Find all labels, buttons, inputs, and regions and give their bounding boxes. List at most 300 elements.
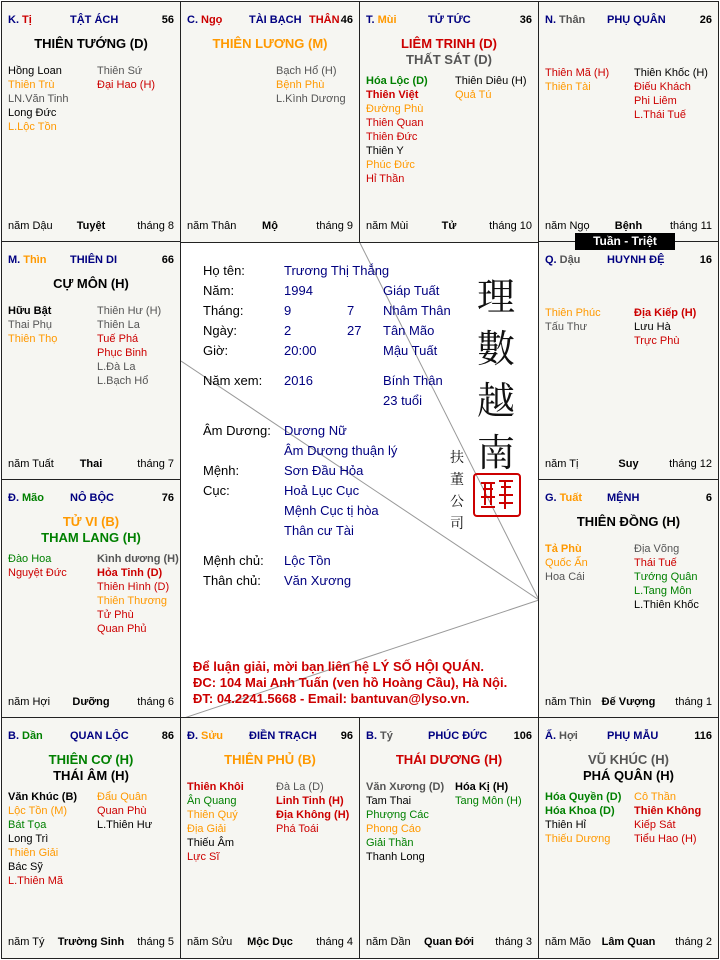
minor-star: Phá Toái — [276, 823, 319, 835]
amduong-label: Âm Dương: — [203, 423, 271, 438]
day-can: Tân Mão — [383, 323, 435, 338]
palace-stem-branch — [366, 730, 393, 742]
minor-star: Hỏa Tinh (D) — [97, 567, 163, 579]
month-marker: tháng 4 — [316, 936, 353, 948]
palace-footer — [187, 220, 353, 234]
major-star: THẤT SÁT (D) — [406, 52, 492, 67]
minor-stars-left — [366, 74, 428, 186]
minor-star: Thiên Việt — [366, 89, 419, 101]
minor-star: Tam Thai — [366, 795, 412, 807]
earthly-branch: Dậu — [559, 254, 581, 266]
year-value: 1994 — [284, 283, 313, 298]
age-value: 23 tuổi — [383, 393, 423, 408]
minor-star: Địa Võng — [634, 543, 680, 555]
calligraphy-small-char: 董 — [450, 472, 464, 488]
minor-star: L.Lộc Tồn — [8, 121, 57, 133]
year-can: Giáp Tuất — [383, 283, 440, 298]
palace-cell-hoi[interactable] — [538, 717, 719, 959]
minor-stars-right — [97, 304, 161, 388]
earthly-branch: Tuất — [559, 492, 583, 504]
month-marker: tháng 7 — [137, 458, 174, 470]
palace-header — [8, 14, 174, 30]
palace-footer — [8, 458, 174, 472]
life-stage: Quan Đới — [424, 936, 474, 948]
earthly-branch: Mão — [22, 492, 44, 504]
minor-stars-left — [545, 66, 609, 94]
earthly-branch: Thân — [559, 14, 586, 26]
minor-stars-right — [97, 790, 152, 832]
minor-star: Thiên La — [97, 319, 140, 331]
palace-footer — [8, 220, 174, 234]
minor-star: LN.Văn Tinh — [8, 93, 69, 105]
cuc-value: Hoả Lục Cục — [284, 483, 360, 498]
minor-star: Thiên Thọ — [8, 333, 58, 345]
minor-star: Thiên Tài — [545, 81, 591, 93]
palace-cell-mui[interactable] — [359, 1, 539, 243]
year-marker: năm Tuất — [8, 458, 54, 470]
minor-star: Hóa Khoa (D) — [545, 805, 615, 817]
year-marker: năm Hợi — [8, 696, 51, 708]
year-label: Năm: — [203, 283, 235, 298]
minor-star: Thái Tuế — [634, 557, 677, 569]
earthly-branch: Sửu — [201, 730, 224, 742]
minor-star: Thiên Trù — [8, 79, 55, 91]
life-stage: Tuyệt — [76, 220, 106, 232]
minor-star: Linh Tinh (H) — [276, 795, 344, 807]
amduong-relation: Âm Dương thuận lý — [284, 443, 398, 458]
minor-star: Kình dương (H) — [97, 553, 179, 565]
minor-star: L.Tang Môn — [634, 585, 692, 597]
palace-header — [8, 254, 174, 270]
palace-name: TẬT ÁCH — [70, 14, 119, 26]
minor-star: Long Trì — [8, 833, 49, 845]
year-marker: năm Sửu — [187, 936, 233, 948]
palace-name: PHỤ QUÂN — [607, 14, 666, 26]
hour-label: Giờ: — [203, 343, 229, 358]
heavenly-stem: G. — [545, 492, 557, 504]
palace-footer — [8, 696, 174, 710]
palace-stem-branch — [545, 14, 585, 26]
major-star: VŨ KHÚC (H) — [588, 752, 669, 767]
view-year-can: Bính Thân — [383, 373, 443, 388]
life-stage: Suy — [618, 458, 639, 470]
minor-star: L.Bạch Hổ — [97, 375, 149, 387]
minor-star: Thai Phụ — [8, 319, 53, 331]
minor-star: Thiên Mã (H) — [545, 67, 610, 79]
major-star: THÁI DƯƠNG (H) — [395, 752, 503, 767]
palace-name: NÔ BỘC — [70, 492, 114, 504]
year-marker: năm Ngọ — [545, 220, 590, 232]
minor-stars-left — [8, 304, 57, 346]
life-stage: Bệnh — [614, 220, 643, 232]
palace-age: 106 — [513, 730, 532, 742]
palace-cell-suu[interactable] — [180, 717, 360, 959]
minor-stars-right — [276, 780, 349, 836]
minor-star: Quan Phủ — [97, 623, 147, 635]
month-marker: tháng 9 — [316, 220, 353, 232]
minor-star: Quả Tú — [455, 89, 492, 101]
month-marker: tháng 6 — [137, 696, 174, 708]
center-info-panel — [181, 241, 539, 719]
palace-age: 86 — [161, 730, 174, 742]
day-lunar: 27 — [347, 323, 362, 338]
minor-star: Bạch Hổ (H) — [276, 65, 337, 77]
minor-stars-left — [8, 552, 67, 580]
thanchu-value: Văn Xương — [284, 573, 352, 588]
life-stage: Mộc Dục — [247, 936, 293, 948]
major-star: CỰ MÔN (H) — [53, 276, 129, 291]
palace-age: 76 — [161, 492, 174, 504]
minor-star: Hỉ Thần — [366, 173, 405, 185]
minor-star: Thiên Phúc — [545, 307, 601, 319]
palace-cell-mao[interactable] — [1, 479, 181, 719]
month-marker: tháng 3 — [495, 936, 532, 948]
minor-stars-right — [634, 542, 699, 612]
heavenly-stem: N. — [545, 14, 556, 26]
heavenly-stem: C. — [187, 14, 198, 26]
palace-age: 96 — [340, 730, 353, 742]
palace-header — [187, 730, 353, 746]
view-year-value: 2016 — [284, 373, 313, 388]
palace-footer — [366, 220, 532, 234]
minor-stars-left — [545, 306, 601, 334]
minor-stars-right — [634, 306, 696, 348]
minor-star: Lộc Tồn (M) — [8, 805, 68, 817]
heavenly-stem: Ấ. — [545, 730, 556, 742]
minor-star: Thiên Sứ — [97, 65, 143, 77]
palace-stem-branch — [8, 730, 43, 742]
major-star: THIÊN CƠ (H) — [48, 752, 134, 767]
palace-cell-ty[interactable] — [359, 717, 539, 959]
major-star: THIÊN ĐỒNG (H) — [576, 514, 681, 529]
month-marker: tháng 2 — [675, 936, 712, 948]
palace-age: 56 — [161, 14, 174, 26]
minor-star: Ân Quang — [187, 795, 237, 807]
minor-star: Lưu Hà — [634, 321, 671, 333]
minor-stars-left — [366, 780, 444, 864]
minor-star: Tả Phù — [545, 543, 582, 555]
minor-star: L.Đà La — [97, 361, 136, 373]
palace-age: 116 — [694, 730, 712, 742]
palace-stem-branch — [8, 14, 32, 26]
palace-name: ĐIỀN TRẠCH — [249, 730, 317, 742]
minor-star: Giải Thần — [366, 837, 414, 849]
major-star: LIÊM TRINH (D) — [400, 36, 498, 51]
than-position: Thân cư Tài — [284, 523, 354, 538]
minor-star: Hồng Loan — [8, 65, 62, 77]
palace-footer — [366, 936, 532, 950]
earthly-branch: Hợi — [559, 730, 578, 742]
month-marker: tháng 10 — [489, 220, 532, 232]
month-marker: tháng 8 — [137, 220, 174, 232]
menhchu-label: Mệnh chủ: — [203, 553, 264, 568]
earthly-branch: Tý — [380, 730, 393, 742]
minor-star: Địa Kiếp (H) — [634, 307, 697, 319]
minor-star: Tuế Phá — [97, 333, 139, 345]
minor-star: Bác Sỹ — [8, 861, 43, 873]
palace-name: MỆNH — [607, 492, 640, 504]
life-stage: Mộ — [262, 220, 278, 232]
minor-star: Quốc Ấn — [545, 557, 588, 569]
minor-star: Điếu Khách — [634, 81, 691, 93]
cuc-label: Cục: — [203, 483, 230, 498]
heavenly-stem: M. — [8, 254, 21, 266]
contact-line-2: ĐC: 104 Mai Anh Tuấn (ven hồ Hoàng Cầu), Hà Nội. — [193, 675, 508, 690]
minor-star: Tử Phù — [97, 609, 134, 621]
palace-name: PHÚC ĐỨC — [428, 730, 488, 742]
palace-cell-ti[interactable] — [1, 1, 181, 243]
palace-header — [366, 730, 532, 746]
palace-age: 26 — [699, 14, 712, 26]
palace-stem-branch — [545, 254, 580, 266]
minor-star: Cô Thần — [634, 791, 676, 803]
palace-stem-branch — [366, 14, 397, 26]
palace-stem-branch — [8, 254, 46, 266]
heavenly-stem: T. — [366, 14, 375, 26]
life-stage: Thai — [79, 458, 103, 470]
minor-star: Phi Liêm — [634, 95, 677, 107]
heavenly-stem: Đ. — [187, 730, 198, 742]
year-marker: năm Thìn — [545, 696, 592, 708]
heavenly-stem: K. — [8, 14, 19, 26]
minor-star: L.Thiên Hư — [97, 819, 153, 831]
minor-star: Thiên Quan — [366, 117, 424, 129]
minor-star: Kiếp Sát — [634, 819, 676, 831]
minor-stars-right — [97, 64, 155, 92]
heavenly-stem: B. — [8, 730, 19, 742]
minor-star: Phong Cáo — [366, 823, 422, 835]
minor-star: Thiên Hư (H) — [97, 305, 162, 317]
earthly-branch: Dần — [22, 730, 43, 742]
hour-can: Mậu Tuất — [383, 343, 438, 358]
day-solar: 2 — [284, 323, 292, 338]
tuan-triet-badge: Tuần - Triệt — [575, 233, 675, 250]
life-stage: Dưỡng — [72, 696, 110, 708]
minor-star: Đại Hao (H) — [97, 79, 156, 91]
palace-age: 66 — [161, 254, 174, 266]
minor-stars-right — [455, 780, 522, 808]
palace-stem-branch — [187, 730, 223, 742]
minor-star: Lực Sĩ — [187, 851, 220, 863]
year-marker: năm Tý — [8, 936, 45, 948]
earthly-branch: Thìn — [23, 254, 47, 266]
palace-age: 36 — [519, 14, 532, 26]
palace-header — [187, 14, 353, 30]
minor-star: Nguyệt Đức — [8, 567, 67, 579]
minor-star: Tướng Quân — [634, 571, 698, 583]
minor-star: Đà La (D) — [276, 781, 324, 793]
minor-star: Long Đức — [8, 107, 57, 119]
heavenly-stem: Q. — [545, 254, 557, 266]
minor-star: Tang Môn (H) — [455, 795, 522, 807]
palace-header — [545, 254, 712, 270]
minor-star: Thiên Quý — [187, 809, 238, 821]
minor-star: L.Thiên Khốc — [634, 599, 699, 611]
than-marker: THÂN — [309, 14, 340, 26]
month-marker: tháng 5 — [137, 936, 174, 948]
palace-cell-dan[interactable] — [1, 717, 181, 959]
thanchu-label: Thân chủ: — [203, 573, 261, 588]
palace-name: TÀI BẠCH — [249, 14, 302, 26]
palace-footer — [545, 220, 712, 234]
name-label: Họ tên: — [203, 263, 245, 278]
palace-header — [545, 14, 712, 30]
palace-footer — [545, 936, 712, 950]
palace-stem-branch — [187, 14, 222, 26]
minor-star: Bệnh Phù — [276, 79, 325, 91]
minor-star: Bát Tọa — [8, 819, 47, 831]
minor-star: Hóa Kị (H) — [455, 781, 509, 793]
palace-name: QUAN LỘC — [70, 730, 129, 742]
red-seal-stamp — [473, 473, 521, 517]
year-marker: năm Dậu — [8, 220, 53, 232]
minor-star: Thiên Diêu (H) — [455, 75, 527, 87]
calligraphy-title — [471, 271, 521, 479]
year-marker: năm Mão — [545, 936, 591, 948]
minor-star: Đào Hoa — [8, 553, 52, 565]
minor-star: Văn Xương (D) — [366, 781, 445, 793]
minor-stars-right — [634, 66, 708, 122]
palace-footer — [545, 458, 712, 472]
calligraphy-char: 越 — [476, 379, 515, 423]
life-stage: Tử — [441, 220, 457, 232]
minor-star: Đường Phù — [366, 103, 424, 115]
minor-star: Thiếu Dương — [545, 833, 611, 845]
minor-stars-left — [545, 790, 621, 846]
menh-value: Sơn Đầu Hỏa — [284, 463, 364, 478]
month-can: Nhâm Thân — [383, 303, 451, 318]
minor-star: Thiên Hình (D) — [97, 581, 170, 593]
minor-star: Thiên Khôi — [187, 781, 244, 793]
calligraphy-small-char: 公 — [450, 494, 464, 510]
minor-star: L.Thái Tuế — [634, 109, 686, 121]
month-label: Tháng: — [203, 303, 244, 318]
palace-name: PHỤ MẪU — [607, 730, 659, 742]
name-value: Trương Thị Thắng — [284, 263, 390, 278]
minor-star: Hữu Bật — [8, 305, 52, 317]
major-star: THIÊN TƯỚNG (D) — [34, 36, 148, 51]
palace-cell-dau[interactable] — [538, 241, 719, 481]
palace-cell-thin[interactable] — [1, 241, 181, 481]
major-star: PHÁ QUÂN (H) — [583, 768, 674, 783]
menhchu-value: Lộc Tồn — [284, 553, 331, 568]
minor-star: Phúc Đức — [366, 159, 415, 171]
major-star: THAM LANG (H) — [41, 530, 141, 545]
major-star: THÁI ÂM (H) — [53, 768, 129, 783]
hour-value: 20:00 — [284, 343, 317, 358]
palace-header — [545, 492, 712, 508]
minor-stars-left — [187, 780, 244, 864]
minor-star: Đẩu Quân — [97, 791, 148, 803]
day-label: Ngày: — [203, 323, 237, 338]
major-star: THIÊN PHỦ (B) — [224, 752, 316, 767]
palace-header — [545, 730, 712, 746]
calligraphy-char: 理 — [476, 275, 515, 319]
minor-star: Hóa Lộc (D) — [366, 75, 428, 87]
month-solar: 9 — [284, 303, 292, 318]
minor-stars-left — [545, 542, 588, 584]
palace-header — [8, 492, 174, 508]
month-marker: tháng 1 — [675, 696, 712, 708]
palace-name: THIÊN DI — [70, 254, 118, 266]
palace-name: HUYNH ĐỆ — [607, 254, 665, 266]
calligraphy-signature — [447, 447, 467, 535]
view-year-label: Năm xem: — [203, 373, 263, 388]
minor-star: Hoa Cái — [545, 571, 585, 583]
life-stage: Đế Vượng — [601, 696, 656, 708]
year-marker: năm Mùi — [366, 220, 409, 232]
month-marker: tháng 11 — [669, 220, 712, 232]
minor-star: Thiên Hỉ — [545, 819, 586, 831]
minor-star: Thiên Không — [634, 805, 702, 817]
minor-star: Phượng Các — [366, 809, 429, 821]
minor-star: Thanh Long — [366, 851, 425, 863]
palace-name: TỬ TỨC — [428, 14, 471, 26]
menh-label: Mệnh: — [203, 463, 240, 478]
palace-cell-ngo[interactable] — [180, 1, 360, 243]
minor-star: Thiên Thương — [97, 595, 168, 607]
minor-stars-left — [8, 790, 77, 888]
palace-footer — [545, 696, 712, 710]
minor-star: Phục Binh — [97, 347, 148, 359]
year-marker: năm Thân — [187, 220, 237, 232]
minor-star: Địa Không (H) — [276, 809, 350, 821]
minor-stars-right — [97, 552, 179, 636]
minor-stars-right — [634, 790, 701, 846]
minor-star: L.Thiên Mã — [8, 875, 64, 887]
minor-star: Địa Giải — [187, 823, 227, 835]
year-marker: năm Dần — [366, 936, 411, 948]
palace-age: 46 — [340, 14, 353, 26]
minor-star: Thiên Khốc (H) — [634, 67, 708, 79]
palace-stem-branch — [8, 492, 44, 504]
seal-icon — [475, 475, 519, 515]
life-stage: Trường Sinh — [57, 936, 125, 948]
palace-header — [366, 14, 532, 30]
minor-star: Trực Phù — [634, 335, 680, 347]
earthly-branch: Tị — [22, 14, 32, 26]
minor-star: Quan Phù — [97, 805, 147, 817]
palace-stem-branch — [545, 492, 582, 504]
minor-star: L.Kình Dương — [276, 93, 346, 105]
minor-star: Tấu Thư — [545, 321, 588, 333]
minor-stars-right — [276, 64, 346, 106]
earthly-branch: Mùi — [377, 14, 397, 26]
heavenly-stem: Đ. — [8, 492, 19, 504]
palace-footer — [8, 936, 174, 950]
earthly-branch: Ngọ — [201, 14, 223, 26]
palace-cell-than[interactable] — [538, 1, 719, 243]
amduong-value: Dương Nữ — [284, 423, 347, 438]
minor-star: Thiếu Âm — [187, 837, 235, 849]
minor-star: Hóa Quyền (D) — [545, 791, 622, 803]
calligraphy-char: 南 — [476, 431, 515, 475]
major-star: TỬ VI (B) — [62, 514, 120, 529]
palace-age: 6 — [705, 492, 712, 504]
cuc-relation: Mệnh Cục tị hòa — [284, 503, 379, 518]
minor-stars-right — [455, 74, 527, 102]
palace-header — [8, 730, 174, 746]
month-lunar: 7 — [347, 303, 355, 318]
month-marker: tháng 12 — [669, 458, 712, 470]
minor-star: Thiên Giải — [8, 847, 59, 859]
year-marker: năm Tị — [545, 458, 579, 470]
palace-stem-branch — [545, 730, 578, 742]
calligraphy-small-char: 司 — [450, 516, 464, 532]
palace-cell-tuat[interactable] — [538, 479, 719, 719]
minor-star: Thiên Đức — [366, 131, 418, 143]
heavenly-stem: B. — [366, 730, 377, 742]
